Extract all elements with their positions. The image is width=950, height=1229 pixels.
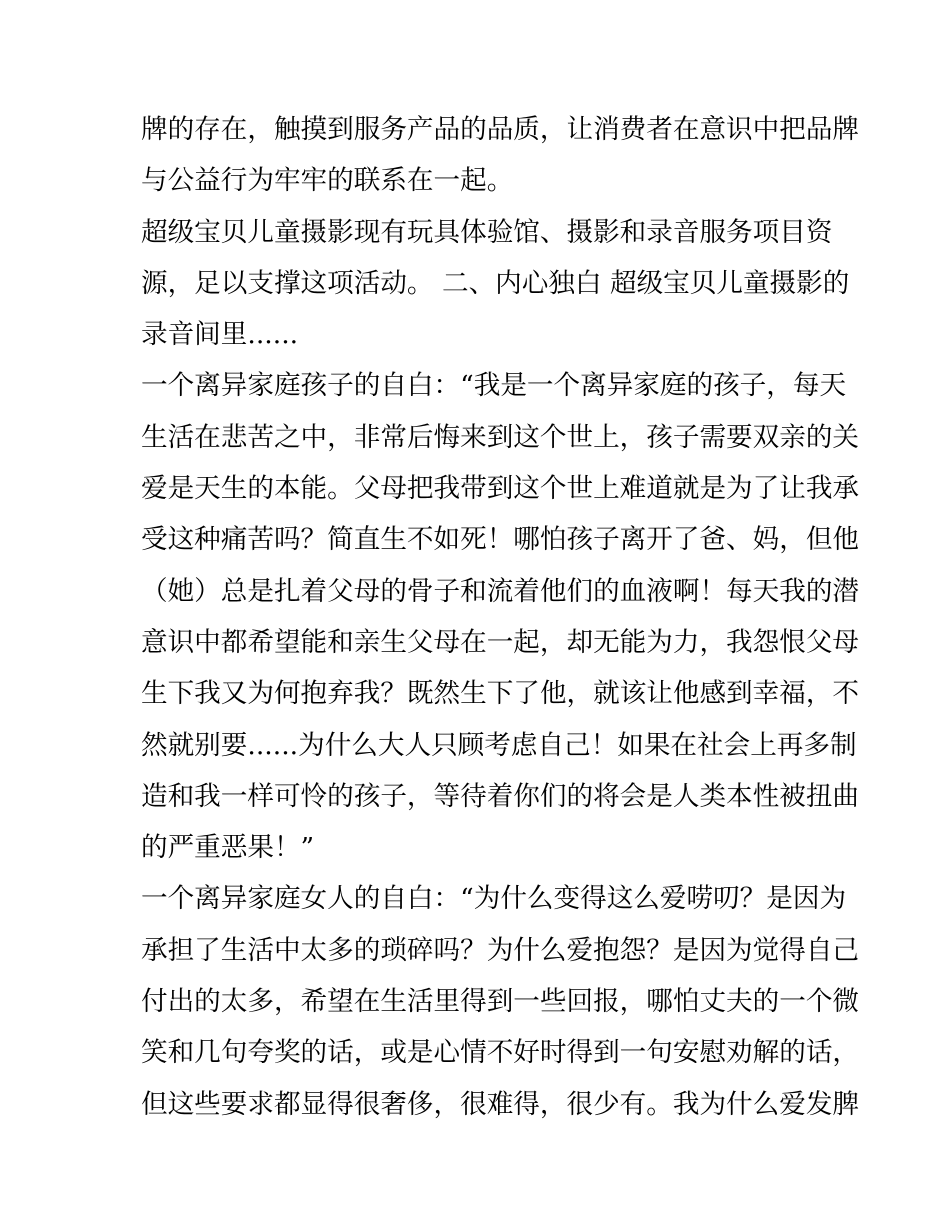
text-line: 笑和几句夸奖的话，或是心情不好时得到一句安慰劝解的话， (141, 1037, 860, 1069)
text-line: 超级宝贝儿童摄影现有玩具体验馆、摄影和录音服务项目资 (141, 216, 833, 248)
text-line: 付出的太多，希望在生活里得到一些回报，哪怕丈夫的一个微 (141, 986, 860, 1018)
document-body-text (141, 104, 860, 1130)
text-line: 一个离异家庭女人的自白：“为什么变得这么爱唠叨？是因为 (141, 883, 847, 915)
text-line: 生活在悲苦之中，非常后悔来到这个世上，孩子需要双亲的关 (141, 421, 860, 453)
text-line: 受这种痛苦吗？简直生不如死！哪怕孩子离开了爸、妈，但他 (141, 524, 860, 556)
text-line: 意识中都希望能和亲生父母在一起，却无能为力，我怨恨父母 (141, 626, 860, 658)
text-line: 造和我一样可怜的孩子，等待着你们的将会是人类本性被扭曲 (141, 780, 860, 812)
text-line: 一个离异家庭孩子的自白：“我是一个离异家庭的孩子，每天 (141, 370, 847, 402)
text-line: 生下我又为何抱弃我？既然生下了他，就该让他感到幸福，不 (141, 678, 860, 710)
text-line: 源，足以支撑这项活动。 二、内心独白 超级宝贝儿童摄影的 (141, 267, 850, 299)
text-line: 但这些要求都显得很奢侈，很难得，很少有。我为什么爱发脾 (141, 1088, 860, 1120)
text-line: 录音间里...... (141, 319, 299, 351)
text-line: 然就别要......为什么大人只顾考虑自己！如果在社会上再多制 (141, 729, 857, 761)
text-line: 爱是天生的本能。父母把我带到这个世上难道就是为了让我承 (141, 473, 860, 505)
text-line: 承担了生活中太多的琐碎吗？为什么爱抱怨？是因为觉得自己 (141, 934, 860, 966)
text-line: 牌的存在，触摸到服务产品的品质，让消费者在意识中把品牌 (141, 114, 860, 145)
text-line: （她）总是扎着父母的骨子和流着他们的血液啊！每天我的潜 (141, 575, 860, 607)
text-line: 与公益行为牢牢的联系在一起。 (141, 165, 514, 197)
text-line: 的严重恶果！” (141, 832, 315, 864)
